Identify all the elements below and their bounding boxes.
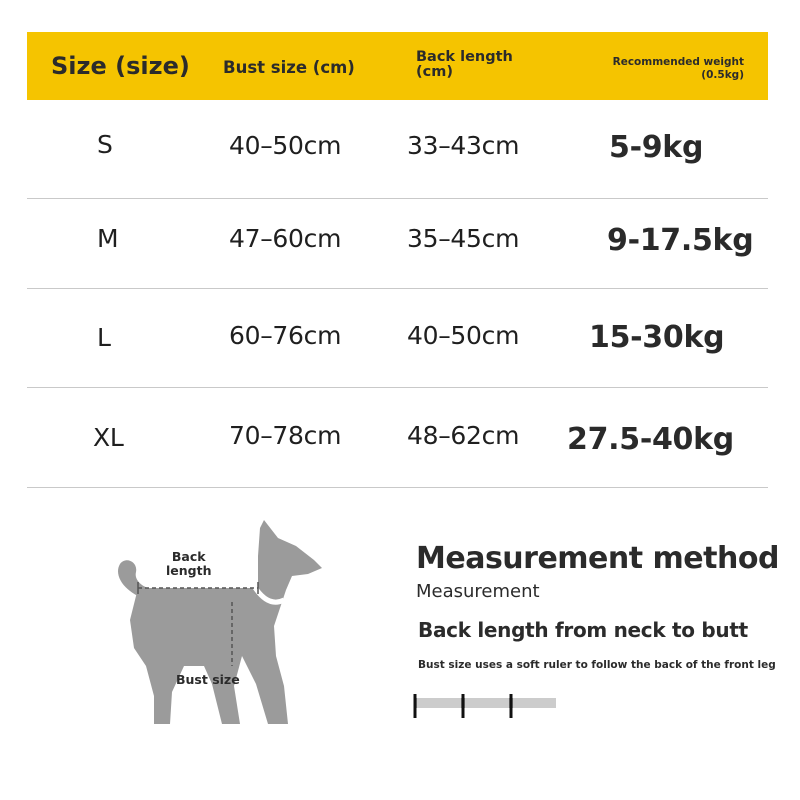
header-recommended-weight xyxy=(564,56,744,81)
row-back: 48–62cm xyxy=(407,421,520,450)
row-size: S xyxy=(97,130,113,159)
row-back: 40–50cm xyxy=(407,321,520,350)
method-title: Measurement method xyxy=(416,541,779,576)
row-weight: 5-9kg xyxy=(609,130,704,165)
row-bust: 70–78cm xyxy=(229,421,342,450)
row-size: L xyxy=(97,323,111,352)
method-subtitle: Measurement xyxy=(416,581,540,602)
back-length-label-line1: Back xyxy=(171,549,206,564)
table-row xyxy=(27,100,768,199)
method-bust-size: Bust size uses a soft ruler to follow the back of the front leg xyxy=(418,659,776,671)
header-back-length-line2: (cm) xyxy=(416,64,453,81)
row-back: 33–43cm xyxy=(407,131,520,160)
row-bust: 47–60cm xyxy=(229,224,342,253)
dog-diagram xyxy=(108,516,368,731)
ruler-icon xyxy=(412,688,562,722)
row-size: XL xyxy=(93,423,124,452)
row-back: 35–45cm xyxy=(407,224,520,253)
row-weight: 15-30kg xyxy=(589,320,725,355)
table-row xyxy=(27,389,768,488)
method-back-length: Back length from neck to butt xyxy=(418,618,748,642)
table-header xyxy=(27,32,768,100)
dog-silhouette-icon xyxy=(108,516,368,731)
row-size: M xyxy=(97,224,119,253)
header-back-length xyxy=(416,50,536,80)
table-row xyxy=(27,190,768,289)
table-row xyxy=(27,289,768,388)
header-weight-line1: Recommended weight xyxy=(612,56,744,68)
bust-size-label: Bust size xyxy=(176,672,240,687)
row-weight: 27.5-40kg xyxy=(567,422,734,457)
row-bust: 60–76cm xyxy=(229,321,342,350)
header-back-length-line1: Back length xyxy=(416,49,513,65)
row-weight: 9-17.5kg xyxy=(607,223,754,258)
ruler-graphic xyxy=(412,688,562,722)
header-size: Size (size) xyxy=(51,52,190,80)
header-weight-line2: (0.5kg) xyxy=(701,68,744,81)
header-bust-size: Bust size (cm) xyxy=(223,58,355,77)
back-length-label-line2: length xyxy=(166,563,212,579)
row-bust: 40–50cm xyxy=(229,131,342,160)
back-length-label xyxy=(166,550,211,579)
